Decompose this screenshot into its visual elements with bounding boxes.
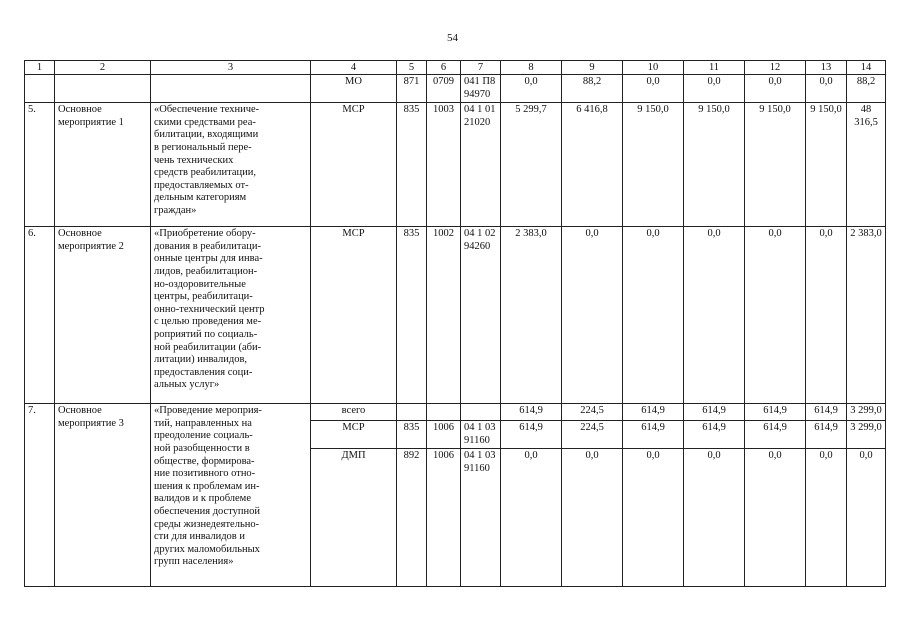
- amount-cell-14: 0,0: [847, 449, 886, 587]
- target-article-cell: 04 1 03 91160: [461, 421, 501, 449]
- amount-cell-9: 0,0: [562, 227, 623, 404]
- amount-cell-14: 48 316,5: [847, 103, 886, 227]
- target-article-cell: 041 П8 94970: [461, 75, 501, 103]
- target-article-cell: 04 1 03 91160: [461, 449, 501, 587]
- amount-cell-11: 614,9: [684, 421, 745, 449]
- column-header: 8: [501, 61, 562, 75]
- section-code-cell: 1003: [427, 103, 461, 227]
- column-header: 5: [397, 61, 427, 75]
- amount-cell-10: 0,0: [623, 449, 684, 587]
- column-header: 12: [745, 61, 806, 75]
- column-header: 13: [806, 61, 847, 75]
- amount-cell-12: 0,0: [745, 227, 806, 404]
- section-code-cell: 0709: [427, 75, 461, 103]
- row-number-cell: [25, 75, 55, 103]
- amount-cell-8: 614,9: [501, 404, 562, 421]
- amount-cell-12: 0,0: [745, 75, 806, 103]
- target-article-cell: 04 1 01 21020: [461, 103, 501, 227]
- amount-cell-10: 614,9: [623, 404, 684, 421]
- amount-cell-12: 614,9: [745, 404, 806, 421]
- amount-cell-14: 3 299,0: [847, 404, 886, 421]
- table-row: [25, 75, 886, 103]
- grbs-code-cell: 835: [397, 103, 427, 227]
- amount-cell-12: 614,9: [745, 421, 806, 449]
- executor-cell: МСР: [311, 421, 397, 449]
- section-code-cell: 1002: [427, 227, 461, 404]
- executor-cell: МО: [311, 75, 397, 103]
- amount-cell-10: 614,9: [623, 421, 684, 449]
- amount-cell-8: 614,9: [501, 421, 562, 449]
- section-code-cell: 1006: [427, 421, 461, 449]
- amount-cell-12: 9 150,0: [745, 103, 806, 227]
- column-header: 3: [151, 61, 311, 75]
- target-article-cell: 04 1 02 94260: [461, 227, 501, 404]
- header-row: [25, 61, 886, 75]
- amount-cell-11: 0,0: [684, 227, 745, 404]
- section-code-cell: 1006: [427, 449, 461, 587]
- section-code-cell: [427, 404, 461, 421]
- activity-description-cell: [151, 75, 311, 103]
- activity-name-cell: Основное мероприятие 3: [55, 404, 151, 587]
- amount-cell-9: 224,5: [562, 421, 623, 449]
- amount-cell-8: 2 383,0: [501, 227, 562, 404]
- amount-cell-14: 2 383,0: [847, 227, 886, 404]
- amount-cell-11: 614,9: [684, 404, 745, 421]
- amount-cell-10: 9 150,0: [623, 103, 684, 227]
- target-article-cell: [461, 404, 501, 421]
- executor-cell: МСР: [311, 227, 397, 404]
- executor-cell: всего: [311, 404, 397, 421]
- column-header: 14: [847, 61, 886, 75]
- amount-cell-13: 0,0: [806, 227, 847, 404]
- table-row: [25, 227, 886, 404]
- executor-cell: МСР: [311, 103, 397, 227]
- amount-cell-11: 0,0: [684, 75, 745, 103]
- amount-cell-13: 0,0: [806, 449, 847, 587]
- column-header: 11: [684, 61, 745, 75]
- activity-name-cell: Основное мероприятие 1: [55, 103, 151, 227]
- grbs-code-cell: [397, 404, 427, 421]
- row-number-cell: 6.: [25, 227, 55, 404]
- grbs-code-cell: 892: [397, 449, 427, 587]
- activity-description-cell: «Обеспечение техниче- скими средствами реа- билитации, входящими в региональный пере- чень технических средств реабилитации, предоставляемых от- дельным категориям граждан»: [151, 103, 311, 227]
- amount-cell-14: 3 299,0: [847, 421, 886, 449]
- amount-cell-13: 9 150,0: [806, 103, 847, 227]
- amount-cell-13: 614,9: [806, 421, 847, 449]
- row-number-cell: 5.: [25, 103, 55, 227]
- amount-cell-10: 0,0: [623, 227, 684, 404]
- row-number-cell: 7.: [25, 404, 55, 587]
- amount-cell-13: 614,9: [806, 404, 847, 421]
- amount-cell-9: 88,2: [562, 75, 623, 103]
- amount-cell-8: 5 299,7: [501, 103, 562, 227]
- amount-cell-14: 88,2: [847, 75, 886, 103]
- amount-cell-12: 0,0: [745, 449, 806, 587]
- table-row: [25, 404, 886, 421]
- column-header: 10: [623, 61, 684, 75]
- column-header: 4: [311, 61, 397, 75]
- column-header: 6: [427, 61, 461, 75]
- activity-name-cell: Основное мероприятие 2: [55, 227, 151, 404]
- amount-cell-9: 0,0: [562, 449, 623, 587]
- amount-cell-8: 0,0: [501, 75, 562, 103]
- amount-cell-13: 0,0: [806, 75, 847, 103]
- grbs-code-cell: 835: [397, 227, 427, 404]
- column-header: 9: [562, 61, 623, 75]
- column-header: 7: [461, 61, 501, 75]
- amount-cell-11: 0,0: [684, 449, 745, 587]
- activity-name-cell: [55, 75, 151, 103]
- program-activities-table: [24, 60, 886, 587]
- column-header: 2: [55, 61, 151, 75]
- column-header: 1: [25, 61, 55, 75]
- executor-cell: ДМП: [311, 449, 397, 587]
- amount-cell-9: 6 416,8: [562, 103, 623, 227]
- page-number: 54: [447, 32, 458, 44]
- amount-cell-9: 224,5: [562, 404, 623, 421]
- amount-cell-10: 0,0: [623, 75, 684, 103]
- amount-cell-8: 0,0: [501, 449, 562, 587]
- grbs-code-cell: 835: [397, 421, 427, 449]
- amount-cell-11: 9 150,0: [684, 103, 745, 227]
- activity-description-cell: «Проведение мероприя- тий, направленных на преодоление социаль- ной разобщенности в обществе, формирова- ние позитивного отно- шения к проблемам ин- валидов и к проблеме обеспечения доступной среды жизнедеятельно- сти для инвалидов и других маломобильных групп населения»: [151, 404, 311, 587]
- grbs-code-cell: 871: [397, 75, 427, 103]
- table-row: [25, 103, 886, 227]
- activity-description-cell: «Приобретение обору- дования в реабилитаци- онные центры для инва- лидов, реабилитацион- но-оздоровительные центры, реабилитаци- онно-технический центр с целью проведения ме- роприятий по социаль- ной реабилитации (аби- литации) инвалидов, предоставления соци- альных услуг»: [151, 227, 311, 404]
